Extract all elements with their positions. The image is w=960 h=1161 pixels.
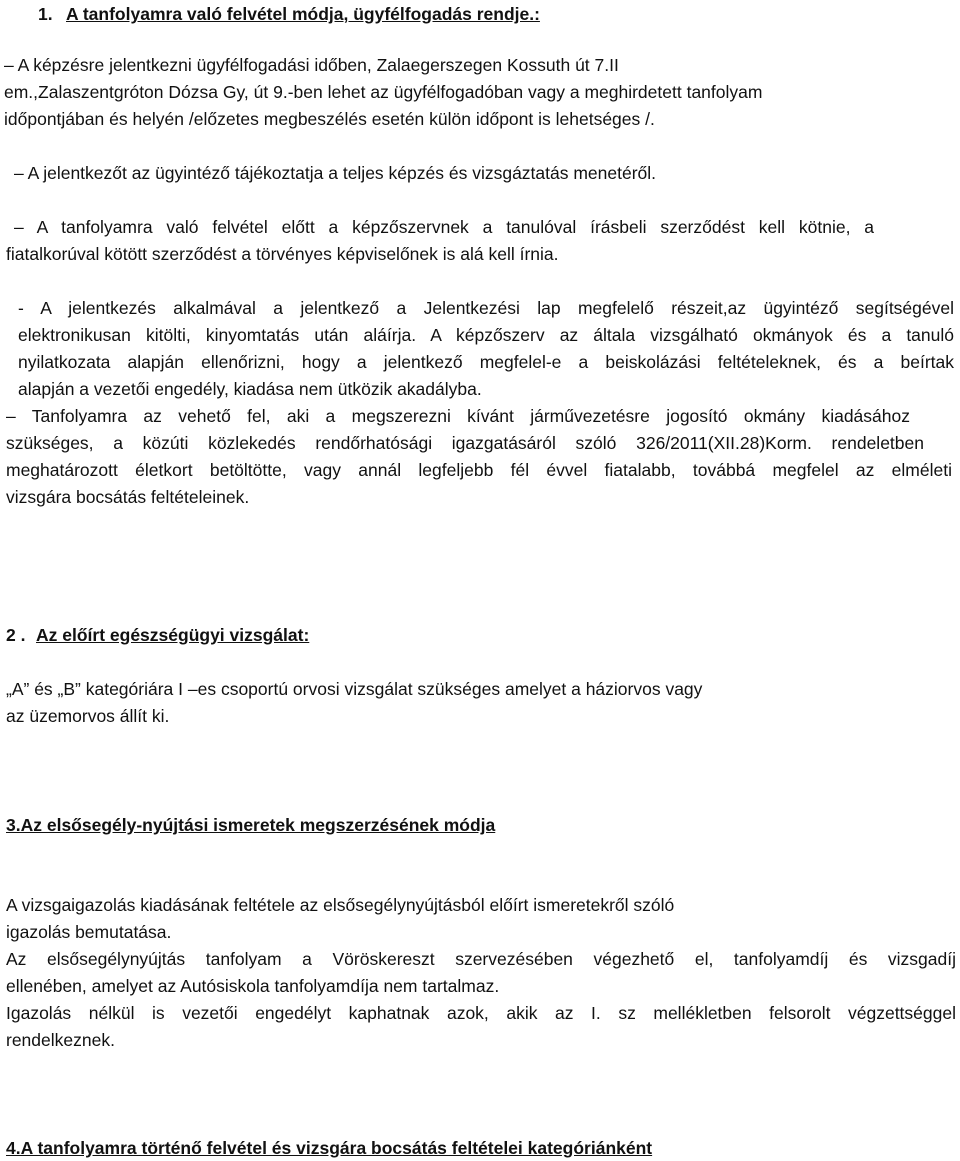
paragraph-line: – A tanfolyamra való felvétel előtt a képzőszervnek a tanulóval írásbeli szerződést kell kötnie, a — [14, 217, 874, 237]
paragraph-line: időpontjában és helyén /előzetes megbeszélés esetén külön időpont is lehetséges /. — [4, 109, 655, 129]
paragraph-line: meghatározott életkort betöltötte, vagy annál legfeljebb fél évvel fiatalabb, továbbá megfelel az elméleti — [6, 460, 952, 480]
section-4-heading: 4.A tanfolyamra történő felvétel és vizsgára bocsátás feltételei kategóriánként — [6, 1138, 653, 1158]
section-2-number: 2 . — [6, 625, 26, 645]
paragraph-line: igazolás bemutatása. — [6, 922, 172, 942]
paragraph-line: „A” és „B” kategóriára I –es csoportú orvosi vizsgálat szükséges amelyet a háziorvos vagy — [6, 679, 703, 699]
paragraph-line: rendelkeznek. — [6, 1030, 115, 1050]
paragraph-line: szükséges, a közúti közlekedés rendőrhatósági igazgatásáról szóló 326/2011(XII.28)Korm. rendeletben — [6, 433, 924, 453]
paragraph-line: nyilatkozata alapján ellenőrizni, hogy a jelentkező megfelel-e a beiskolázási feltételeknek, és a beírtak — [18, 352, 954, 372]
paragraph-line: az üzemorvos állít ki. — [6, 706, 170, 726]
paragraph-line: ellenében, amelyet az Autósiskola tanfolyamdíja nem tartalmaz. — [6, 976, 500, 996]
section-1-heading: A tanfolyamra való felvétel módja, ügyfélfogadás rendje.: — [66, 4, 540, 24]
paragraph-line: em.,Zalaszentgróton Dózsa Gy, út 9.-ben lehet az ügyfélfogadóban vagy a meghirdetett tanfolyam — [4, 82, 763, 102]
paragraph-line: alapján a vezetői engedély, kiadása nem ütközik akadályba. — [18, 379, 482, 399]
paragraph-line: A vizsgaigazolás kiadásának feltétele az elsősegélynyújtásból előírt ismeretekről szóló — [6, 895, 675, 915]
paragraph-line: - A jelentkezés alkalmával a jelentkező a Jelentkezési lap megfelelő részeit,az ügyintéző segítségével — [18, 298, 954, 318]
paragraph-line: vizsgára bocsátás feltételeinek. — [6, 487, 250, 507]
paragraph-line: elektronikusan kitölti, kinyomtatás után aláírja. A képzőszerv az általa vizsgálható okmányok és a tanuló — [18, 325, 954, 345]
paragraph-line: Igazolás nélkül is vezetői engedélyt kaphatnak azok, akik az I. sz mellékletben felsorolt végzettséggel — [6, 1003, 956, 1023]
paragraph-line: – A képzésre jelentkezni ügyfélfogadási időben, Zalaegerszegen Kossuth út 7.II — [4, 55, 619, 75]
paragraph-line: Az elsősegélynyújtás tanfolyam a Vöröskereszt szervezésében végezhető el, tanfolyamdíj és vizsgadíj — [6, 949, 956, 969]
section-2-heading: Az előírt egészségügyi vizsgálat: — [36, 625, 310, 645]
section-3-heading: 3.Az elsősegély-nyújtási ismeretek megszerzésének módja — [6, 815, 496, 835]
paragraph-line: – Tanfolyamra az vehető fel, aki a megszerezni kívánt járművezetésre jogosító okmány kiadásához — [6, 406, 910, 426]
section-1-number: 1. — [38, 4, 53, 24]
paragraph-line: – A jelentkezőt az ügyintéző tájékoztatja a teljes képzés és vizsgáztatás menetéről. — [14, 163, 657, 183]
paragraph-line: fiatalkorúval kötött szerződést a törvényes képviselőnek is alá kell írnia. — [6, 244, 559, 264]
